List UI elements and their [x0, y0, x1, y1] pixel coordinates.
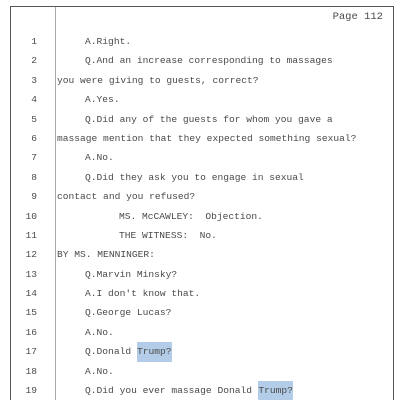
line-text: Right. — [96, 36, 132, 47]
highlighted-text: Trump? — [137, 342, 172, 361]
line-text: Q. — [85, 55, 97, 67]
transcript-line — [11, 71, 393, 90]
line-number: 12 — [25, 249, 37, 261]
line-text: A. — [85, 288, 97, 300]
line-text: Marvin Minsky? — [96, 268, 178, 280]
line-text: Q. — [85, 307, 97, 319]
transcript-line — [11, 148, 393, 167]
line-number: 15 — [25, 307, 37, 319]
line-number: 7 — [31, 152, 37, 164]
transcript-line — [11, 245, 393, 264]
line-number: 2 — [31, 55, 37, 67]
line-number: 19 — [25, 385, 37, 397]
transcript-line — [11, 207, 393, 226]
line-text: MS. McCAWLEY: Objection. — [119, 210, 263, 222]
transcript-line — [11, 381, 393, 400]
line-number: 17 — [25, 346, 37, 358]
transcript-line — [11, 265, 393, 284]
line-text: Q. — [85, 346, 97, 358]
line-text: Q. — [85, 171, 97, 183]
line-number: 11 — [25, 229, 37, 241]
line-number: 8 — [31, 171, 37, 183]
page-number: Page 112 — [332, 11, 383, 23]
line-text: And an increase corresponding to massages — [96, 55, 333, 67]
line-text: contact and you refused? — [57, 191, 196, 203]
line-text: BY MS. MENNINGER: — [57, 249, 155, 261]
line-number: 10 — [25, 210, 37, 222]
transcript-line — [11, 323, 393, 342]
transcript-page — [10, 6, 394, 400]
line-number: 18 — [25, 365, 37, 377]
transcript-line — [11, 362, 393, 381]
transcript-line — [11, 32, 393, 51]
transcript-line — [11, 110, 393, 129]
transcript-line — [11, 129, 393, 148]
line-text: Did they ask you to engage in sexual — [96, 171, 304, 183]
transcript-line — [11, 187, 393, 206]
transcript-line — [11, 90, 393, 109]
line-text: Donald — [96, 346, 137, 358]
line-text: Yes. — [96, 94, 120, 106]
transcript-line — [11, 303, 393, 322]
line-number: 14 — [25, 288, 37, 300]
line-text: No. — [96, 365, 114, 377]
line-text: Q. — [85, 385, 97, 397]
line-number: 4 — [31, 94, 37, 106]
line-text: A. — [85, 326, 97, 338]
transcript-line — [11, 342, 393, 361]
line-text: A. — [85, 94, 97, 106]
line-text: George Lucas? — [96, 307, 172, 319]
line-number: 5 — [31, 113, 37, 125]
line-number: 6 — [31, 132, 37, 144]
line-text: I don't know that. — [96, 288, 201, 300]
line-text: A. — [85, 365, 97, 377]
transcript-lines — [11, 32, 393, 400]
line-number: 16 — [25, 326, 37, 338]
line-text: THE WITNESS: No. — [119, 229, 217, 241]
line-text: Did you ever massage Donald — [96, 385, 258, 397]
transcript-line — [11, 226, 393, 245]
highlighted-text: Trump? — [258, 381, 293, 400]
transcript-line — [11, 51, 393, 70]
line-text: No. — [96, 326, 114, 338]
line-text: No. — [96, 152, 114, 164]
line-number: 13 — [25, 268, 37, 280]
line-text: Did any of the guests for whom you gave a — [96, 113, 333, 125]
line-text: Q. — [85, 268, 97, 280]
line-text: massage mention that they expected something sexual? — [57, 132, 357, 144]
line-number: 3 — [31, 74, 37, 86]
line-text: A. — [85, 36, 97, 47]
transcript-line — [11, 168, 393, 187]
line-number: 9 — [31, 191, 37, 203]
transcript-line — [11, 284, 393, 303]
line-text: you were giving to guests, correct? — [57, 74, 259, 86]
line-number: 1 — [31, 36, 37, 47]
line-text: Q. — [85, 113, 97, 125]
line-text: A. — [85, 152, 97, 164]
